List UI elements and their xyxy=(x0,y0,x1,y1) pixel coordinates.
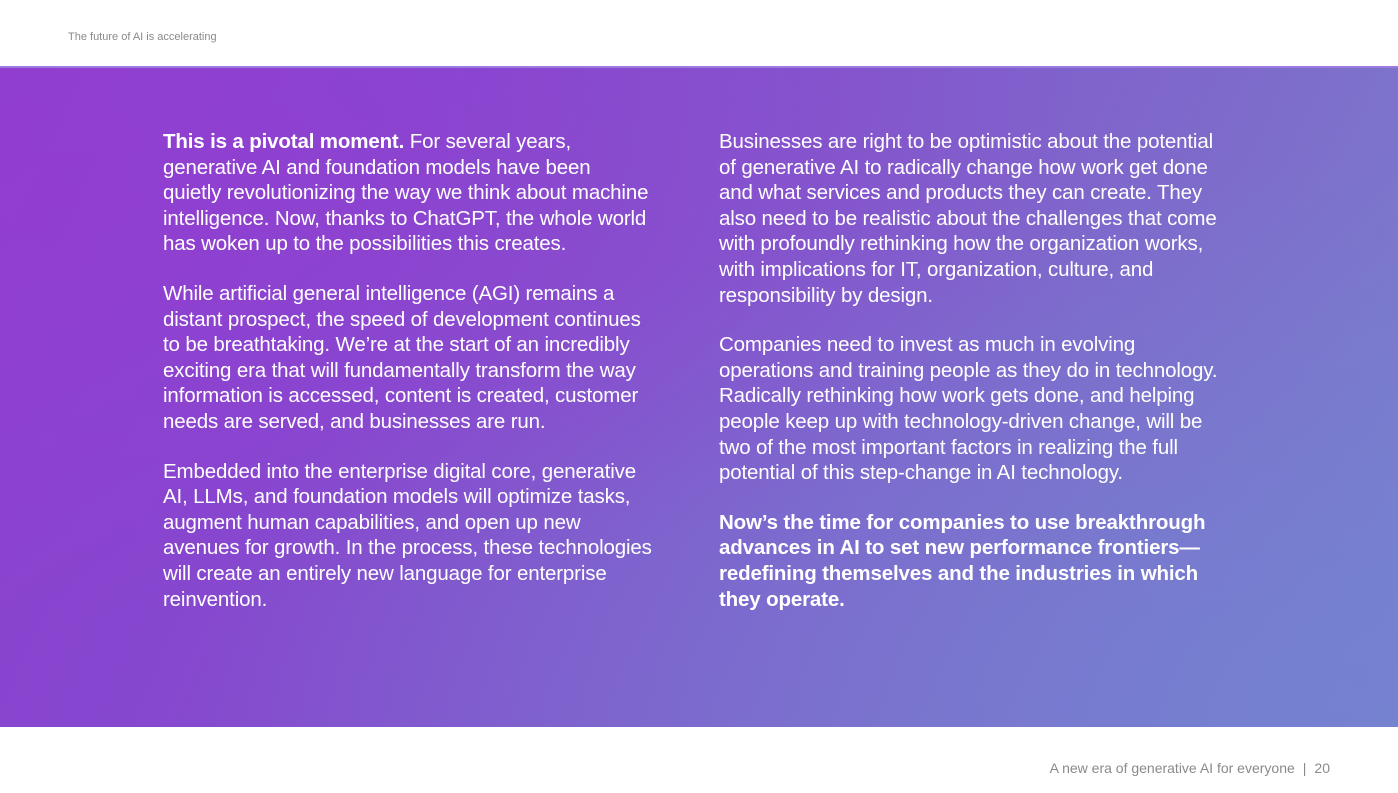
page-number: 20 xyxy=(1314,760,1330,776)
left-paragraph-3: Embedded into the enterprise digital core, generative AI, LLMs, and foundation models will optimize tasks, augment human capabilities, and open up new avenues for growth. In the process, these technologies will create an entirely new language for enterprise reinvention. xyxy=(163,459,652,611)
left-paragraph-1-text: For several years, generative AI and foundation models have been quietly revolutionizing the way we think about machine intelligence. Now, thanks to ChatGPT, the whole world has woken up to the possibilities this creates. xyxy=(163,130,649,256)
page-header xyxy=(0,0,1398,66)
section-title: The future of AI is accelerating xyxy=(68,31,217,43)
footer-info xyxy=(1050,760,1330,776)
page-footer xyxy=(0,727,1398,793)
right-column xyxy=(719,129,1229,636)
left-column xyxy=(163,129,653,636)
pivotal-moment-heading: This is a pivotal moment. xyxy=(163,130,405,153)
right-paragraph-3 xyxy=(719,510,1229,612)
left-paragraph-1 xyxy=(163,129,653,257)
left-paragraph-2: While artificial general intelligence (AGI) remains a distant prospect, the speed of development continues to be breathtaking. We’re at the start of an incredibly exciting era that will fundamentally transform the way information is accessed, content is created, customer needs are served, and businesses are run. xyxy=(163,281,641,433)
right-paragraph-1: Businesses are right to be optimistic about the potential of generative AI to radically change how work get done and what services and products they can create. They also need to be realistic about the challenges that come with profoundly rethinking how the organization works, with implications for IT, organization, culture, and responsibility by design. xyxy=(719,130,1217,307)
document-title: A new era of generative AI for everyone xyxy=(1049,760,1295,776)
right-paragraph-2: Companies need to invest as much in evolving operations and training people as they do in technology. Radically rethinking how work gets done, and helping people keep up with technology-driven change, will be two of the most important factors in realizing the full potential of this step-change in AI technology. xyxy=(719,333,1218,485)
content-panel xyxy=(0,66,1398,727)
call-to-action-statement: Now’s the time for companies to use breakthrough advances in AI to set new performance frontiers—redefining themselves and the industries in which they operate. xyxy=(719,510,1206,611)
footer-separator: | xyxy=(1302,760,1307,776)
